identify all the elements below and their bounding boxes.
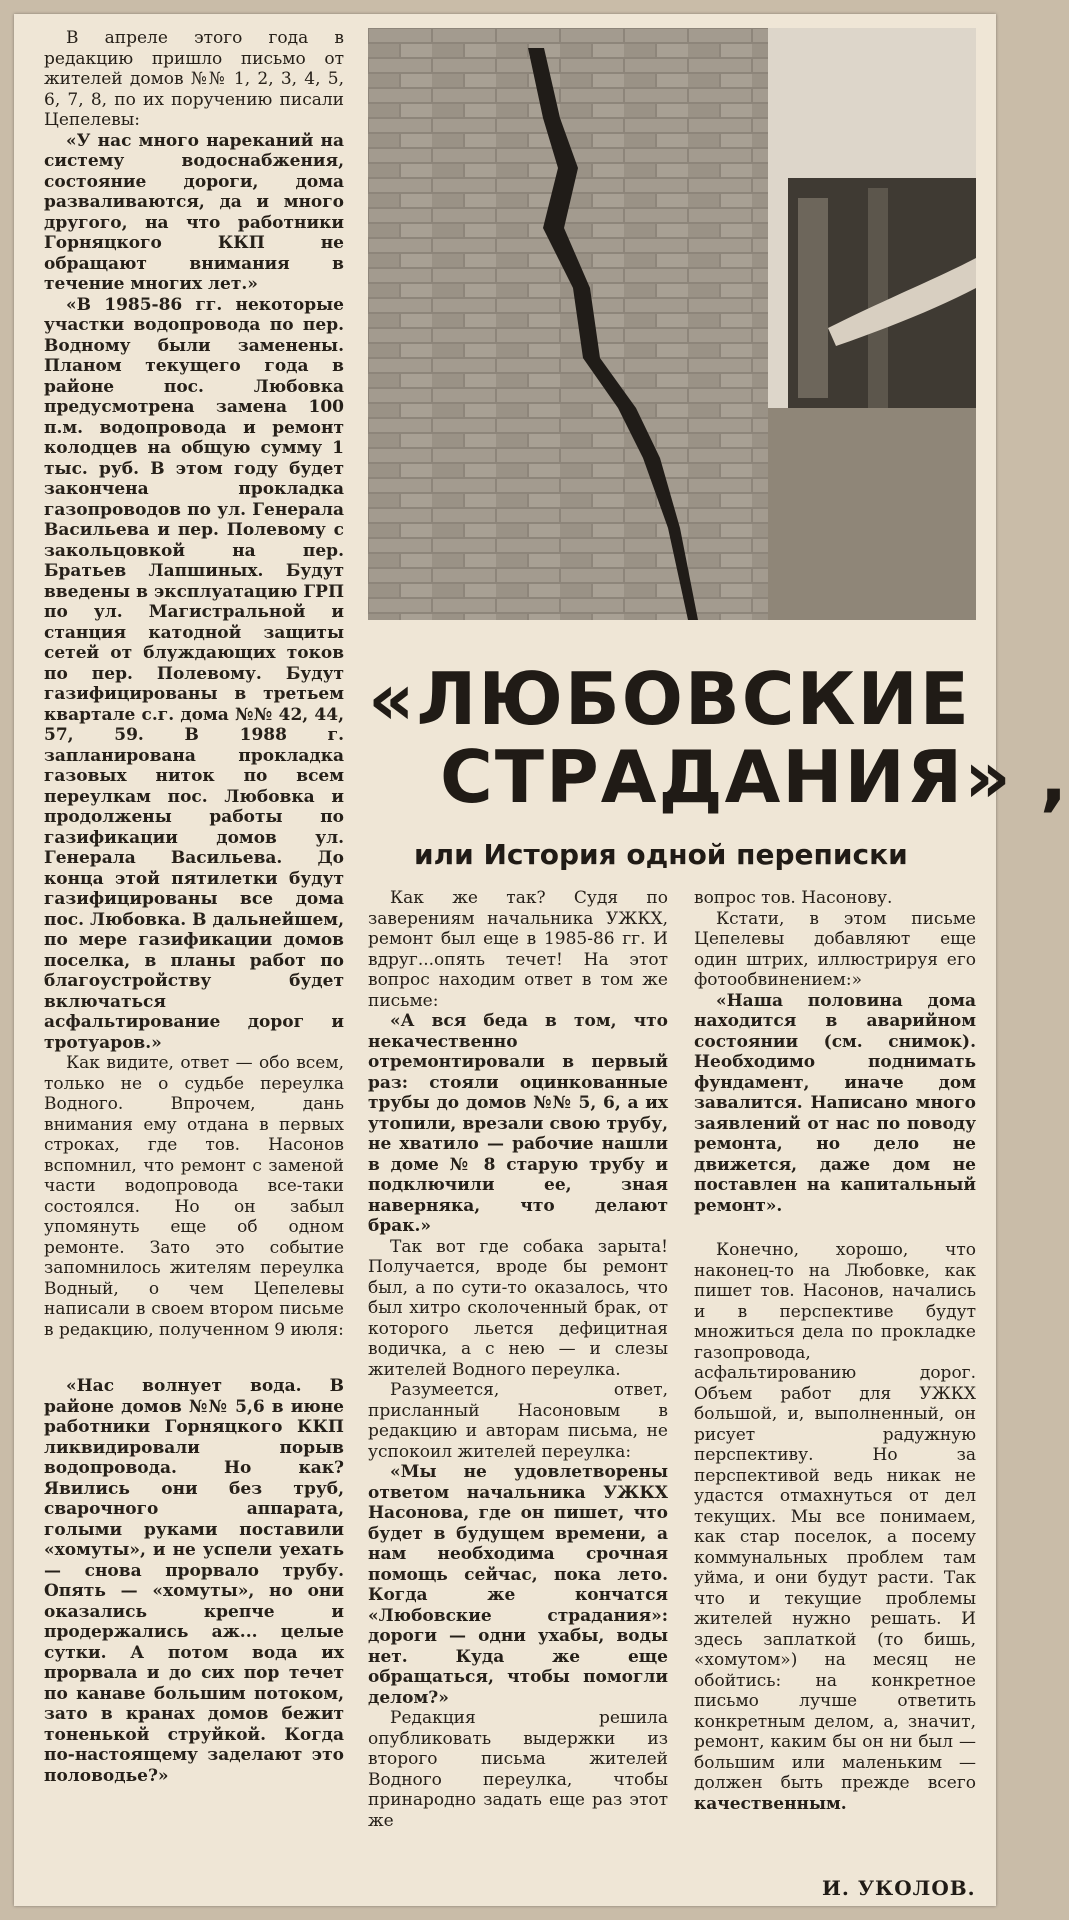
quote-paragraph: «Наша половина дома находится в аварийном состоянии (см. снимок). Необходимо поднимать фундамент, иначе дом завалится. Написано много заявлений от нас по поводу ремонта, но дело не движется, даже дом не поставлен на капитальный ремонт». <box>694 990 976 1216</box>
newspaper-clipping <box>14 14 1069 1906</box>
paragraph: Так вот где собака зарыта! Получается, вроде бы ремонт был, а по сути-то оказалось, что был хитро сколоченный брак, от которого льется дефицитная водичка, а с нею — и слезы жителей Водного переулка. <box>368 1236 668 1380</box>
paragraph: вопрос тов. Насонову. <box>694 888 893 908</box>
headline-line-1: «ЛЮБОВСКИЕ <box>368 657 971 741</box>
paragraph: Как же так? Судя по заверениям начальника УЖКХ, ремонт был еще в 1985-86 гг. И вдруг...опять течет! На этот вопрос находим ответ в том же письме: <box>368 888 668 1011</box>
article-headline <box>368 657 1069 819</box>
paragraph <box>694 1240 976 1814</box>
headline-line-2: СТРАДАНИЯ» , <box>440 735 1069 819</box>
article-column-1 <box>44 28 344 1786</box>
author-signature: И. УКОЛОВ. <box>822 1876 976 1900</box>
photo-illustration <box>368 28 976 620</box>
paragraph: Как видите, ответ — обо всем, только не о судьбе переулка Водного. Впрочем, дань внимания ему отдана в первых строках, где тов. Насонов вспомнил, что ремонт с заменой части водопровода все-таки состоялся. Но он забыл упомянуть еще об одном ремонте. Зато это событие запомнилось жителям переулка Водный, о чем Цепелевы написали в своем втором письме в редакцию, полученном 9 июля: <box>44 1053 344 1340</box>
quote-paragraph: «В 1985-86 гг. некоторые участки водопровода по пер. Водному были заменены. Планом текущего года в районе пос. Любовка предусмотрена замена 100 п.м. водопровода и ремонт колодцев на общую сумму 1 тыс. руб. В этом году будет закончена прокладка газопроводов по ул. Генерала Васильева и пер. Полевому с закольцовкой на пер. Братьев Лапшиных. Будут введены в эксплуатацию ГРП по ул. Магистральной и станция катодной защиты сетей от блуждающих токов по пер. Полевому. Будут газифицированы в третьем квартале с.г. дома №№ 42, 44, 57, 59. В 1988 г. запланирована прокладка газовых ниток по всем переулкам пос. Любовка и продолжены работы по газификации домов ул. Генерала Васильева. До конца этой пятилетки будут газифицированы все дома пос. Любовка. В дальнейшем, по мере газификации домов поселка, в планы работ по благоустройству будет включаться асфальтирование дорог и тротуаров.» <box>44 294 344 1053</box>
paragraph: Редакция решила опубликовать выдержки из второго письма жителей Водного переулка, чтобы принародно задать еще раз этот же <box>368 1708 668 1831</box>
paragraph-ending: качественным. <box>694 1793 847 1814</box>
quote-paragraph: «Мы не удовлетворены ответом начальника УЖКХ Насонова, где он пишет, что будет в будущем времени, а нам необходима срочная помощь сейчас, пока лето. Когда же кончатся «Любовские страдания»: дороги — одни ухабы, воды нет. Куда же еще обращаться, чтобы помогли делом?» <box>368 1462 668 1708</box>
cracked-wall-photo <box>368 28 976 620</box>
paragraph-text: Конечно, хорошо, что наконец-то на Любовке, как пишет тов. Насонов, начались и в перспективе будут множиться дела по прокладке газопровода, асфальтированию дорог. Объем работ для УЖКХ большой, и, выполненный, он рисует радужную перспективу. Но за перспективой ведь никак не удастся отмахнуться от дел текущих. Мы все понимаем, как стар поселок, а посему коммунальных проблем там уйма, и они будут расти. Так что и текущие проблемы жителей нужно решать. И здесь заплаткой (то бишь, «хомутом») на месяц не обойтись: на конкретное письмо лучше ответить конкретным делом, а, значит, ремонт, каким бы он ни был — большим или маленьким — должен быть прежде всего <box>694 1240 976 1793</box>
quote-paragraph: «У нас много нареканий на систему водоснабжения, состояние дороги, дома разваливаются, да и много другого, на что работники Горняцкого ККП не обращают внимания в течение многих лет.» <box>44 130 344 294</box>
article-subtitle: или История одной переписки <box>414 838 908 871</box>
paragraph: Кстати, в этом письме Цепелевы добавляют еще один штрих, иллюстрируя его фотообвинением:» <box>694 908 976 990</box>
article-column-3 <box>694 888 976 1814</box>
article-column-2 <box>368 888 668 1831</box>
quote-paragraph: «А вся беда в том, что некачественно отремонтировали в первый раз: стояли оцинкованные трубы до домов №№ 5, 6, а их утопили, врезали свою трубу, не хватило — рабочие нашли в доме № 8 старую трубу и подключили ее, зная наверняка, что делают брак.» <box>368 1011 668 1236</box>
quote-paragraph: «Нас волнует вода. В районе домов №№ 5,6 в июне работники Горняцкого ККП ликвидировали порыв водопровода. Но как? Явились они без труб, сварочного аппарата, голыми руками поставили «хомуты», и не успели уехать — снова прорвало трубу. Опять — «хомуты», но они оказались крепче и продержались аж... целые сутки. А потом вода их прорвала и до сих пор течет по канаве большим потоком, зато в кранах домов бежит тоненькой струйкой. Когда по-настоящему заделают это половодье?» <box>44 1376 344 1786</box>
paragraph: Разумеется, ответ, присланный Насоновым в редакцию и авторам письма, не успокоил жителей переулка: <box>368 1380 668 1462</box>
paragraph: В апреле этого года в редакцию пришло письмо от жителей домов №№ 1, 2, 3, 4, 5, 6, 7, 8, по их поручению писали Цепелевы: <box>44 28 344 130</box>
